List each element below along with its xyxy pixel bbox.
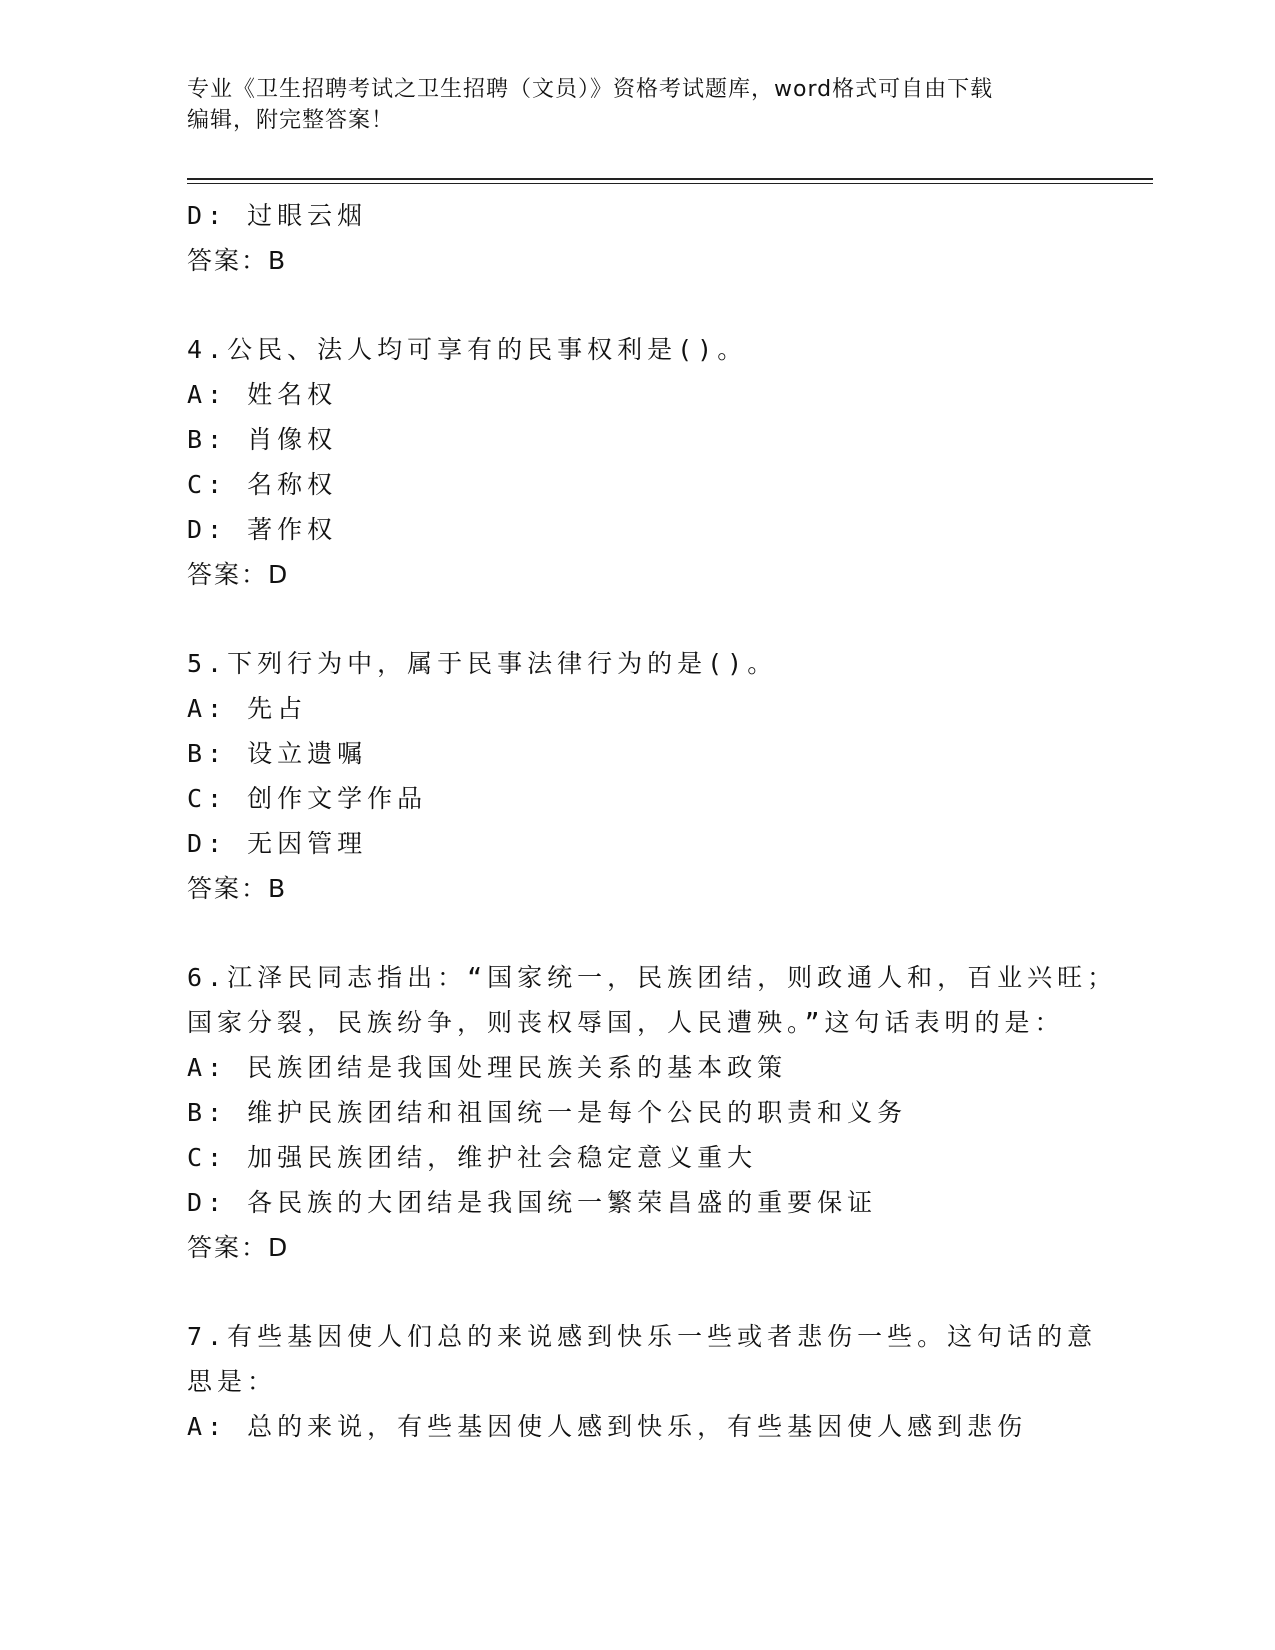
question-3: [187, 193, 1087, 283]
question-text-line-2: 国家分裂，民族纷争，则丧权辱国，人民遭殃。”这句话表明的是：: [187, 1008, 1065, 1037]
question-text-line-1: 7.有些基因使人们总的来说感到快乐一些或者悲伤一些。这句话的意: [187, 1322, 1098, 1351]
question-7: [187, 1314, 1098, 1449]
header-divider-thick: [187, 178, 1153, 180]
option-d: D: 著作权: [187, 515, 338, 544]
answer: 答案：D: [187, 1233, 290, 1262]
question-6: [187, 955, 1118, 1270]
option-a: A: 总的来说，有些基因使人感到快乐，有些基因使人感到悲伤: [187, 1412, 1028, 1441]
option-c: C: 创作文学作品: [187, 784, 428, 813]
option-b: B: 肖像权: [187, 425, 338, 454]
header-line-2: 编辑，附完整答案！: [187, 108, 395, 133]
option-b: B: 维护民族团结和祖国统一是每个公民的职责和义务: [187, 1098, 908, 1127]
answer: 答案：D: [187, 560, 290, 589]
option-d: D: 过眼云烟: [187, 201, 368, 230]
option-b: B: 设立遗嘱: [187, 739, 368, 768]
question-text: 4.公民、法人均可享有的民事权利是()。: [187, 335, 748, 364]
option-a: A: 姓名权: [187, 380, 338, 409]
option-a: A: 民族团结是我国处理民族关系的基本政策: [187, 1053, 788, 1082]
question-list: [187, 193, 1118, 1449]
question-text-line-1: 6.江泽民同志指出：“国家统一，民族团结，则政通人和，百业兴旺；: [187, 963, 1118, 992]
question-5: [187, 641, 1087, 911]
question-4: [187, 327, 1087, 597]
question-text: 5.下列行为中，属于民事法律行为的是()。: [187, 649, 778, 678]
question-text-line-2: 思是：: [187, 1367, 278, 1396]
option-d: D: 各民族的大团结是我国统一繁荣昌盛的重要保证: [187, 1188, 878, 1217]
document-header: [187, 74, 1067, 136]
header-line-1: 专业《卫生招聘考试之卫生招聘（文员）》资格考试题库，word格式可自由下载: [187, 77, 994, 102]
option-d: D: 无因管理: [187, 829, 368, 858]
option-c: C: 加强民族团结，维护社会稳定意义重大: [187, 1143, 758, 1172]
answer: 答案：B: [187, 874, 288, 903]
answer: 答案：B: [187, 246, 288, 275]
option-c: C: 名称权: [187, 470, 338, 499]
option-a: A: 先占: [187, 694, 308, 723]
header-divider-thin: [187, 183, 1153, 184]
